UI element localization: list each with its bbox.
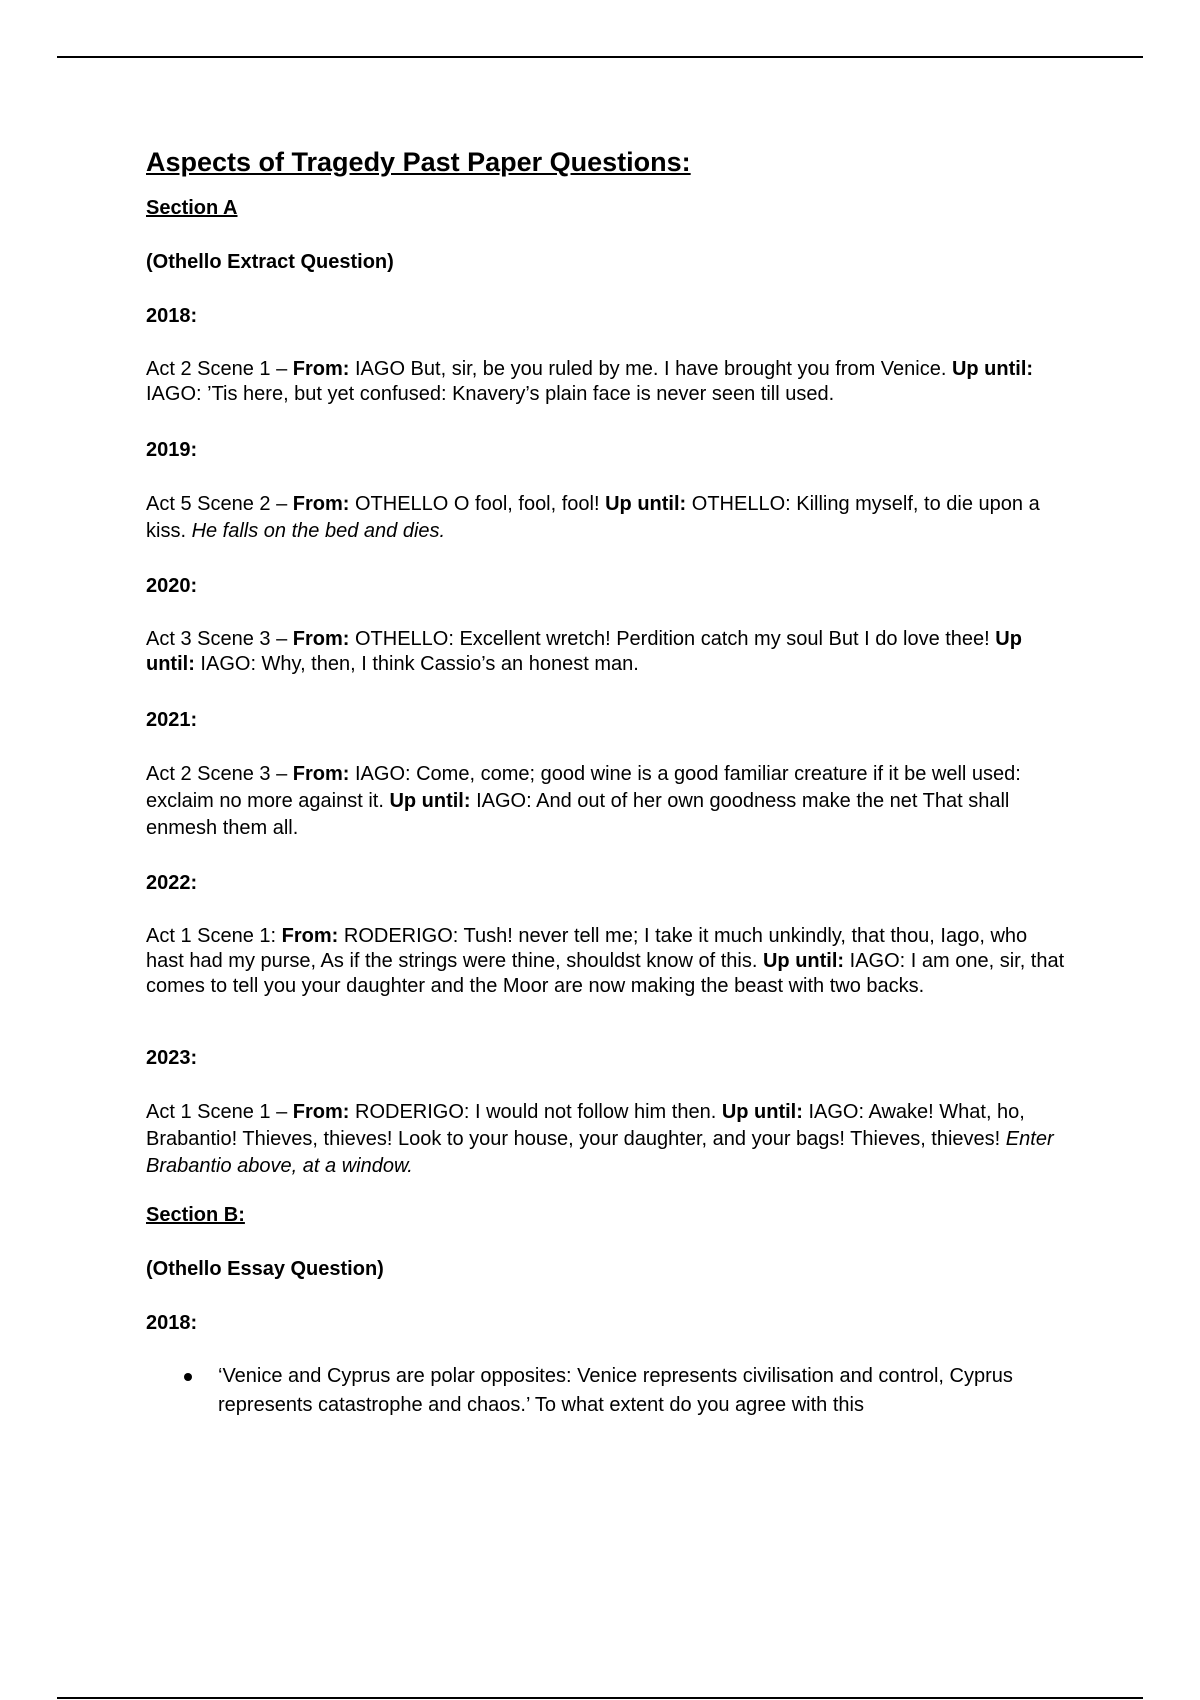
year-heading-2019: 2019: (146, 439, 198, 461)
year-heading-2020: 2020: (146, 575, 198, 597)
year-heading-2018: 2018: (146, 305, 198, 327)
list-item (146, 1362, 1066, 1420)
document-title: Aspects of Tragedy Past Paper Questions: (146, 147, 691, 177)
until-text: IAGO: Why, then, I think Cassio’s an honest man. (194, 653, 639, 675)
section-b-heading: Section B: (146, 1204, 245, 1226)
until-text: IAGO: Awake! What, ho, Brabantio! Thieves, thieves! Look to your house, your daughter, and your bags! Thieves, thieves! (146, 1101, 1025, 1150)
bottom-rule (57, 1697, 1143, 1699)
extract-2020 (146, 627, 1066, 677)
section-b-year-heading-2018: 2018: (146, 1312, 198, 1334)
essay-question-list (146, 1362, 1066, 1420)
from-text: RODERIGO: Tush! never tell me; I take it much unkindly, that thou, Iago, who hast had my purse, As if the strings were thine, shouldst know of this. (146, 925, 1028, 972)
year-heading-2022: 2022: (146, 872, 198, 894)
extract-2018 (146, 357, 1066, 407)
from-label: From: (292, 763, 350, 785)
act-scene: Act 3 Scene 3 – (146, 628, 293, 650)
stage-direction: He falls on the bed and dies. (191, 520, 446, 542)
until-text: IAGO: And out of her own goodness make the net That shall enmesh them all. (146, 790, 1010, 839)
bullet-icon (184, 1373, 192, 1381)
from-text: OTHELLO: Excellent wretch! Perdition catch my soul But I do love thee! (349, 628, 996, 650)
year-heading-2023: 2023: (146, 1047, 198, 1069)
from-label: From: (281, 925, 339, 947)
document-page (146, 144, 1066, 1416)
from-label: From: (292, 493, 350, 515)
extract-2023 (146, 1099, 1066, 1180)
from-label: From: (292, 358, 350, 380)
top-rule (57, 56, 1143, 58)
stage-direction: Enter Brabantio above, at a window. (146, 1128, 1054, 1177)
from-text: IAGO But, sir, be you ruled by me. I have brought you from Venice. (349, 358, 952, 380)
act-scene: Act 2 Scene 1 – (146, 358, 293, 380)
until-label: Up until: (605, 493, 687, 515)
essay-question-text: ‘Venice and Cyprus are polar opposites: Venice represents civilisation and control, Cyprus represents catastrophe and chaos.’ To what extent do you agree with this (218, 1365, 1013, 1416)
section-b-subheading: (Othello Essay Question) (146, 1258, 384, 1280)
from-label: From: (292, 628, 350, 650)
from-text: RODERIGO: I would not follow him then. (349, 1101, 722, 1123)
extract-2021 (146, 761, 1066, 842)
until-text: IAGO: I am one, sir, that comes to tell you your daughter and the Moor are now making the beast with two backs. (146, 950, 1065, 997)
until-text: OTHELLO: Killing myself, to die upon a kiss. (146, 493, 1040, 542)
until-label: Up until: (951, 358, 1034, 380)
act-scene: Act 2 Scene 3 – (146, 763, 293, 785)
from-text: IAGO: Come, come; good wine is a good familiar creature if it be well used: exclaim no more against it. (146, 763, 1021, 812)
act-scene: Act 1 Scene 1 – (146, 1101, 293, 1123)
extract-2019 (146, 491, 1066, 545)
until-label: Up until: (762, 950, 845, 972)
until-label: Up until: (146, 628, 1022, 675)
until-text: IAGO: ’Tis here, but yet confused: Knavery’s plain face is never seen till used. (146, 383, 835, 405)
act-scene: Act 1 Scene 1: (146, 925, 282, 947)
from-text: OTHELLO O fool, fool, fool! (349, 493, 606, 515)
year-heading-2021: 2021: (146, 709, 198, 731)
act-scene: Act 5 Scene 2 – (146, 493, 293, 515)
until-label: Up until: (721, 1101, 803, 1123)
from-label: From: (292, 1101, 350, 1123)
until-label: Up until: (389, 790, 471, 812)
section-a-subheading: (Othello Extract Question) (146, 251, 394, 273)
section-a-heading: Section A (146, 197, 238, 219)
extract-2022 (146, 924, 1066, 999)
